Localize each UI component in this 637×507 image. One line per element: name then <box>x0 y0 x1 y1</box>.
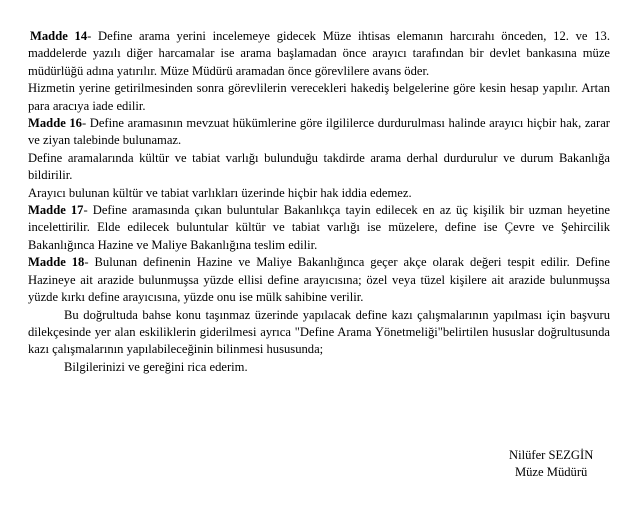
signature-block <box>509 447 593 482</box>
article-text: - Define arama yerini incelemeye gidecek Müze ihtisas elemanın harcırahı önceden, 12. ve 13. maddelerde yazılı diğer harcamalar ise arama başlamadan önce arayıcı tarafından bir devlet bankasına müze müdürlüğü adına yatırılır. Müze Müdürü aramadan önce görevlilere avans öder. <box>28 29 610 78</box>
article-text: - Bulunan definenin Hazine ve Maliye Bakanlığınca geçer akçe olarak değeri tespit edilir. Define Hazineye ait arazide bulunmuşsa yüzde ellisi define arayıcısına; özel veya tüzel kişilere ait arazide bulunmuşsa yüzde kırkı define arayıcısına, yüzde onu ise mülk sahibine verilir. <box>28 255 610 305</box>
article-14-paragraph <box>28 28 610 80</box>
signatory-title: Müze Müdürü <box>514 465 588 480</box>
paragraph-text: Bu doğrultuda bahse konu taşınmaz üzerinde yapılacak define kazı çalışmalarının yapılması için başvuru dilekçesinde yer alan eskiliklerin giderilmesi ayrıca "Define Arama Yönetmeliği"belirtilen hususlar doğrultusunda kazı çalışmalarının yapılabileceğinin bilinmesi hususunda; <box>28 307 610 357</box>
paragraph-text: Hizmetin yerine getirilmesinden sonra görevlilerin verecekleri hakediş belgelerine göre kesin hesap yapılır. Artan para aracıya iade edilir. <box>28 81 610 113</box>
signatory-name: Nilüfer SEZGİN <box>509 448 594 462</box>
paragraph-text: Bilgilerinizi ve gereğini rica ederim. <box>64 359 248 374</box>
article-16-paragraph <box>28 115 610 150</box>
article-17-paragraph <box>28 202 610 254</box>
closing-line <box>28 359 610 376</box>
article-heading: Madde 16 <box>28 116 82 131</box>
article-text: - Define aramasında çıkan buluntular Bakanlıkça tayin edilecek en az üç kişilik bir uzman heyetine incelettirilir. Elde edilecek buluntular kültür ve tabiat varlığı ise müzelere, define ise Çevre ve Şehircilik Bakanlığınca Hazine ve Maliye Bakanlığına teslim edilir. <box>28 203 610 252</box>
closing-request-paragraph <box>28 307 610 359</box>
article-14-continuation <box>28 80 610 115</box>
document-body <box>28 28 610 376</box>
article-heading: Madde 17 <box>28 203 84 218</box>
article-18-paragraph <box>28 254 610 306</box>
article-16-claim-note <box>28 185 610 202</box>
article-heading: Madde 18 <box>28 255 85 270</box>
paragraph-text: Arayıcı bulunan kültür ve tabiat varlıkları üzerinde hiçbir hak iddia edemez. <box>28 185 412 200</box>
paragraph-text: Define aramalarında kültür ve tabiat varlığı bulunduğu takdirde arama derhal durdurulur ve durum Bakanlığa bildirilir. <box>28 150 610 183</box>
article-16-continuation <box>28 150 610 185</box>
article-text: - Define aramasının mevzuat hükümlerine göre ilgililerce durdurulması halinde arayıcı hiçbir hak, zarar ve ziyan talebinde bulunamaz. <box>28 116 610 148</box>
article-heading: Madde 14 <box>30 29 88 43</box>
